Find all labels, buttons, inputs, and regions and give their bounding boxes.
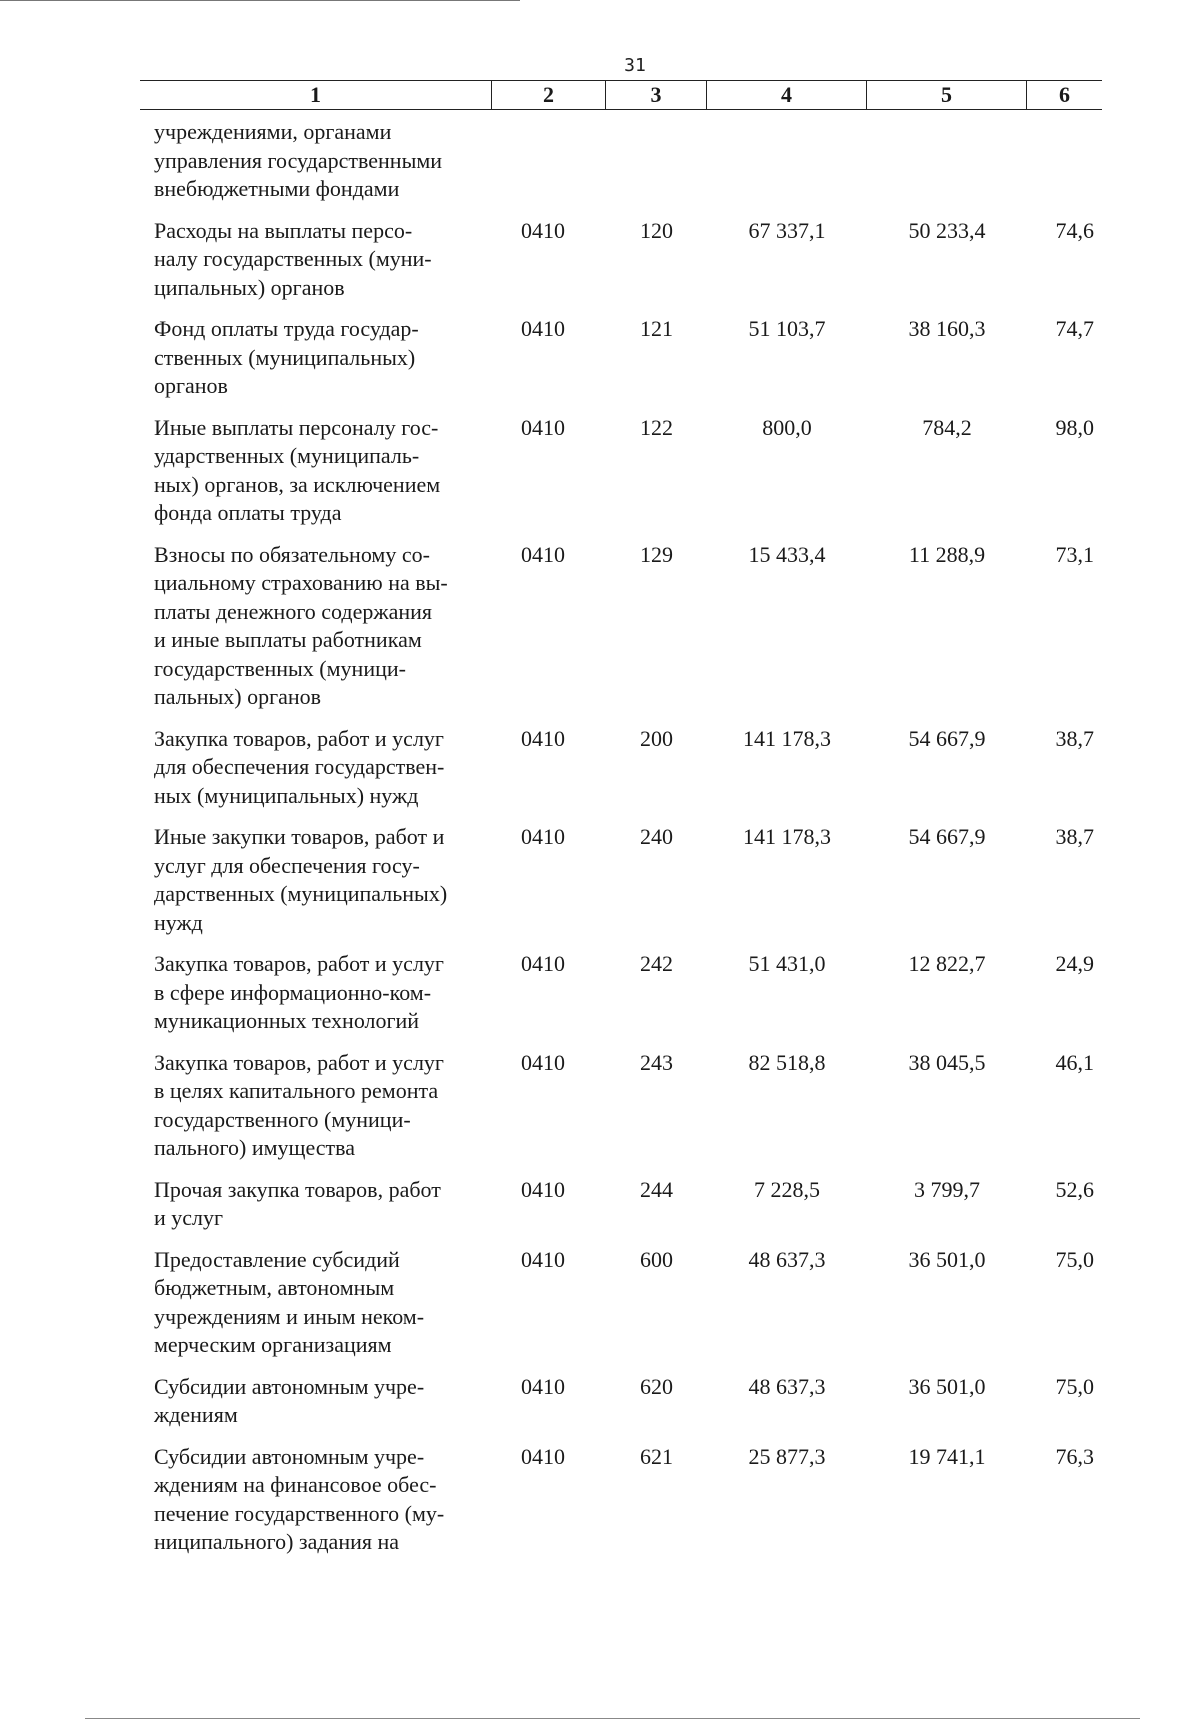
row-value-c4: 800,0 xyxy=(762,414,812,440)
row-value-c5: 50 233,4 xyxy=(908,217,986,243)
row-value-c3: 243 xyxy=(640,1049,673,1075)
row-value-c3: 244 xyxy=(640,1176,673,1202)
row-description: Субсидии автономным учре- ждениям xyxy=(154,1373,425,1427)
row-value-c6: 74,6 xyxy=(1055,217,1094,243)
table-row xyxy=(140,725,1102,811)
row-value-c6: 38,7 xyxy=(1055,824,1094,849)
scan-edge-top xyxy=(0,0,520,1)
row-value-c4: 48 637,3 xyxy=(748,1246,826,1272)
row-value-c5: 12 822,7 xyxy=(908,951,986,976)
row-value-c4: 7 228,5 xyxy=(754,1176,820,1202)
header-col-4: 4 xyxy=(707,81,867,109)
row-value-c6: 46,1 xyxy=(1055,1049,1094,1075)
row-value-c2 xyxy=(480,118,606,204)
row-value-c5: 38 045,5 xyxy=(908,1049,986,1075)
row-value-c6: 73,1 xyxy=(1055,541,1094,567)
row-value-c3: 240 xyxy=(640,824,673,849)
row-description: Иные выплаты персоналу гос- ударственных (муниципаль- ных) органов, за исключением фонда оплаты труда xyxy=(154,414,441,525)
row-value-c2: 0410 xyxy=(521,1176,565,1202)
row-value-c4: 48 637,3 xyxy=(748,1373,826,1399)
row-value-c2: 0410 xyxy=(521,1049,565,1075)
row-value-c2: 0410 xyxy=(521,824,565,849)
table-row xyxy=(140,1049,1102,1163)
row-value-c2: 0410 xyxy=(521,1246,565,1272)
row-value-c2: 0410 xyxy=(521,951,565,976)
row-description: Расходы на выплаты персо- налу государственных (муни- ципальных) органов xyxy=(154,217,432,300)
row-value-c5: 3 799,7 xyxy=(914,1176,980,1202)
row-value-c6: 52,6 xyxy=(1055,1176,1094,1202)
table-row xyxy=(140,414,1102,528)
row-description: Субсидии автономным учре- ждениям на финансовое обес- печение государственного (му- ниципального) задания на xyxy=(154,1443,445,1554)
row-value-c4: 141 178,3 xyxy=(743,824,831,849)
row-description: Закупка товаров, работ и услуг в целях капитального ремонта государственного (муници- пального) имущества xyxy=(154,1049,444,1160)
page-number: 31 xyxy=(624,55,646,76)
row-value-c5 xyxy=(867,118,1027,204)
row-value-c6 xyxy=(1027,118,1102,204)
row-value-c5: 38 160,3 xyxy=(908,316,986,341)
row-value-c4: 82 518,8 xyxy=(748,1049,826,1075)
row-value-c3: 620 xyxy=(640,1373,673,1399)
row-description: Фонд оплаты труда государ- ственных (муниципальных) органов xyxy=(154,316,419,398)
table-row xyxy=(140,217,1102,303)
table-body xyxy=(140,118,1102,1570)
table-row xyxy=(140,315,1102,401)
row-value-c6: 75,0 xyxy=(1055,1246,1094,1272)
row-value-c5: 54 667,9 xyxy=(908,824,986,849)
row-value-c2: 0410 xyxy=(521,1443,565,1469)
row-value-c3 xyxy=(606,118,707,204)
row-value-c5: 784,2 xyxy=(922,414,972,440)
header-col-1: 1 xyxy=(140,81,492,109)
table-row xyxy=(140,1246,1102,1360)
row-value-c5: 11 288,9 xyxy=(908,541,986,567)
row-value-c5: 36 501,0 xyxy=(908,1373,986,1399)
row-value-c2: 0410 xyxy=(521,414,565,440)
row-value-c4 xyxy=(707,118,867,204)
row-value-c3: 122 xyxy=(640,414,673,440)
table-row xyxy=(140,118,1102,204)
row-value-c5: 36 501,0 xyxy=(908,1246,986,1272)
header-col-6: 6 xyxy=(1059,82,1070,107)
row-value-c3: 242 xyxy=(640,951,673,976)
row-value-c2: 0410 xyxy=(521,316,565,341)
row-description: Иные закупки товаров, работ и услуг для обеспечения госу- дарственных (муниципальных) нужд xyxy=(154,824,448,935)
row-value-c3: 621 xyxy=(640,1443,673,1469)
row-value-c6: 74,7 xyxy=(1055,316,1094,341)
row-value-c6: 24,9 xyxy=(1055,951,1094,976)
row-value-c4: 141 178,3 xyxy=(743,725,831,751)
table-row xyxy=(140,823,1102,937)
row-value-c6: 98,0 xyxy=(1055,414,1094,440)
table-row xyxy=(140,541,1102,712)
row-value-c4: 51 431,0 xyxy=(748,951,826,976)
row-value-c6: 76,3 xyxy=(1055,1443,1094,1469)
table-row xyxy=(140,1443,1102,1557)
row-value-c3: 200 xyxy=(640,725,673,751)
header-col-3: 3 xyxy=(606,81,707,109)
row-value-c4: 15 433,4 xyxy=(748,541,826,567)
row-value-c3: 120 xyxy=(640,217,673,243)
row-value-c4: 51 103,7 xyxy=(748,316,826,341)
row-value-c2: 0410 xyxy=(521,1373,565,1399)
row-value-c3: 129 xyxy=(640,541,673,567)
table-header xyxy=(140,80,1102,110)
table-row xyxy=(140,950,1102,1036)
row-description: Прочая закупка товаров, работ и услуг xyxy=(154,1176,441,1230)
row-value-c2: 0410 xyxy=(521,725,565,751)
row-value-c5: 19 741,1 xyxy=(908,1443,986,1469)
row-value-c6: 75,0 xyxy=(1055,1373,1094,1399)
header-col-2: 2 xyxy=(492,81,606,109)
row-value-c2: 0410 xyxy=(521,217,565,243)
row-description: учреждениями, органами управления государственными внебюджетными фондами xyxy=(154,119,443,201)
table-row xyxy=(140,1373,1102,1430)
header-col-5: 5 xyxy=(867,81,1027,109)
row-value-c2: 0410 xyxy=(521,541,565,567)
scan-edge-bottom xyxy=(85,1718,1140,1719)
table-row xyxy=(140,1176,1102,1233)
row-value-c3: 121 xyxy=(640,316,673,341)
row-description: Закупка товаров, работ и услуг в сфере информационно-ком- муникационных технологий xyxy=(154,951,444,1033)
row-value-c6: 38,7 xyxy=(1055,725,1094,751)
row-value-c4: 25 877,3 xyxy=(748,1443,826,1469)
row-value-c3: 600 xyxy=(640,1246,673,1272)
row-description: Закупка товаров, работ и услуг для обеспечения государствен- ных (муниципальных) нужд xyxy=(154,725,445,808)
row-description: Взносы по обязательному со- циальному страхованию на вы- платы денежного содержания и иные выплаты работникам государственных (муници- пальных) органов xyxy=(154,541,448,709)
row-value-c4: 67 337,1 xyxy=(748,217,826,243)
row-description: Предоставление субсидий бюджетным, автономным учреждениям и иным неком- мерческим организациям xyxy=(154,1246,425,1357)
row-value-c5: 54 667,9 xyxy=(908,725,986,751)
